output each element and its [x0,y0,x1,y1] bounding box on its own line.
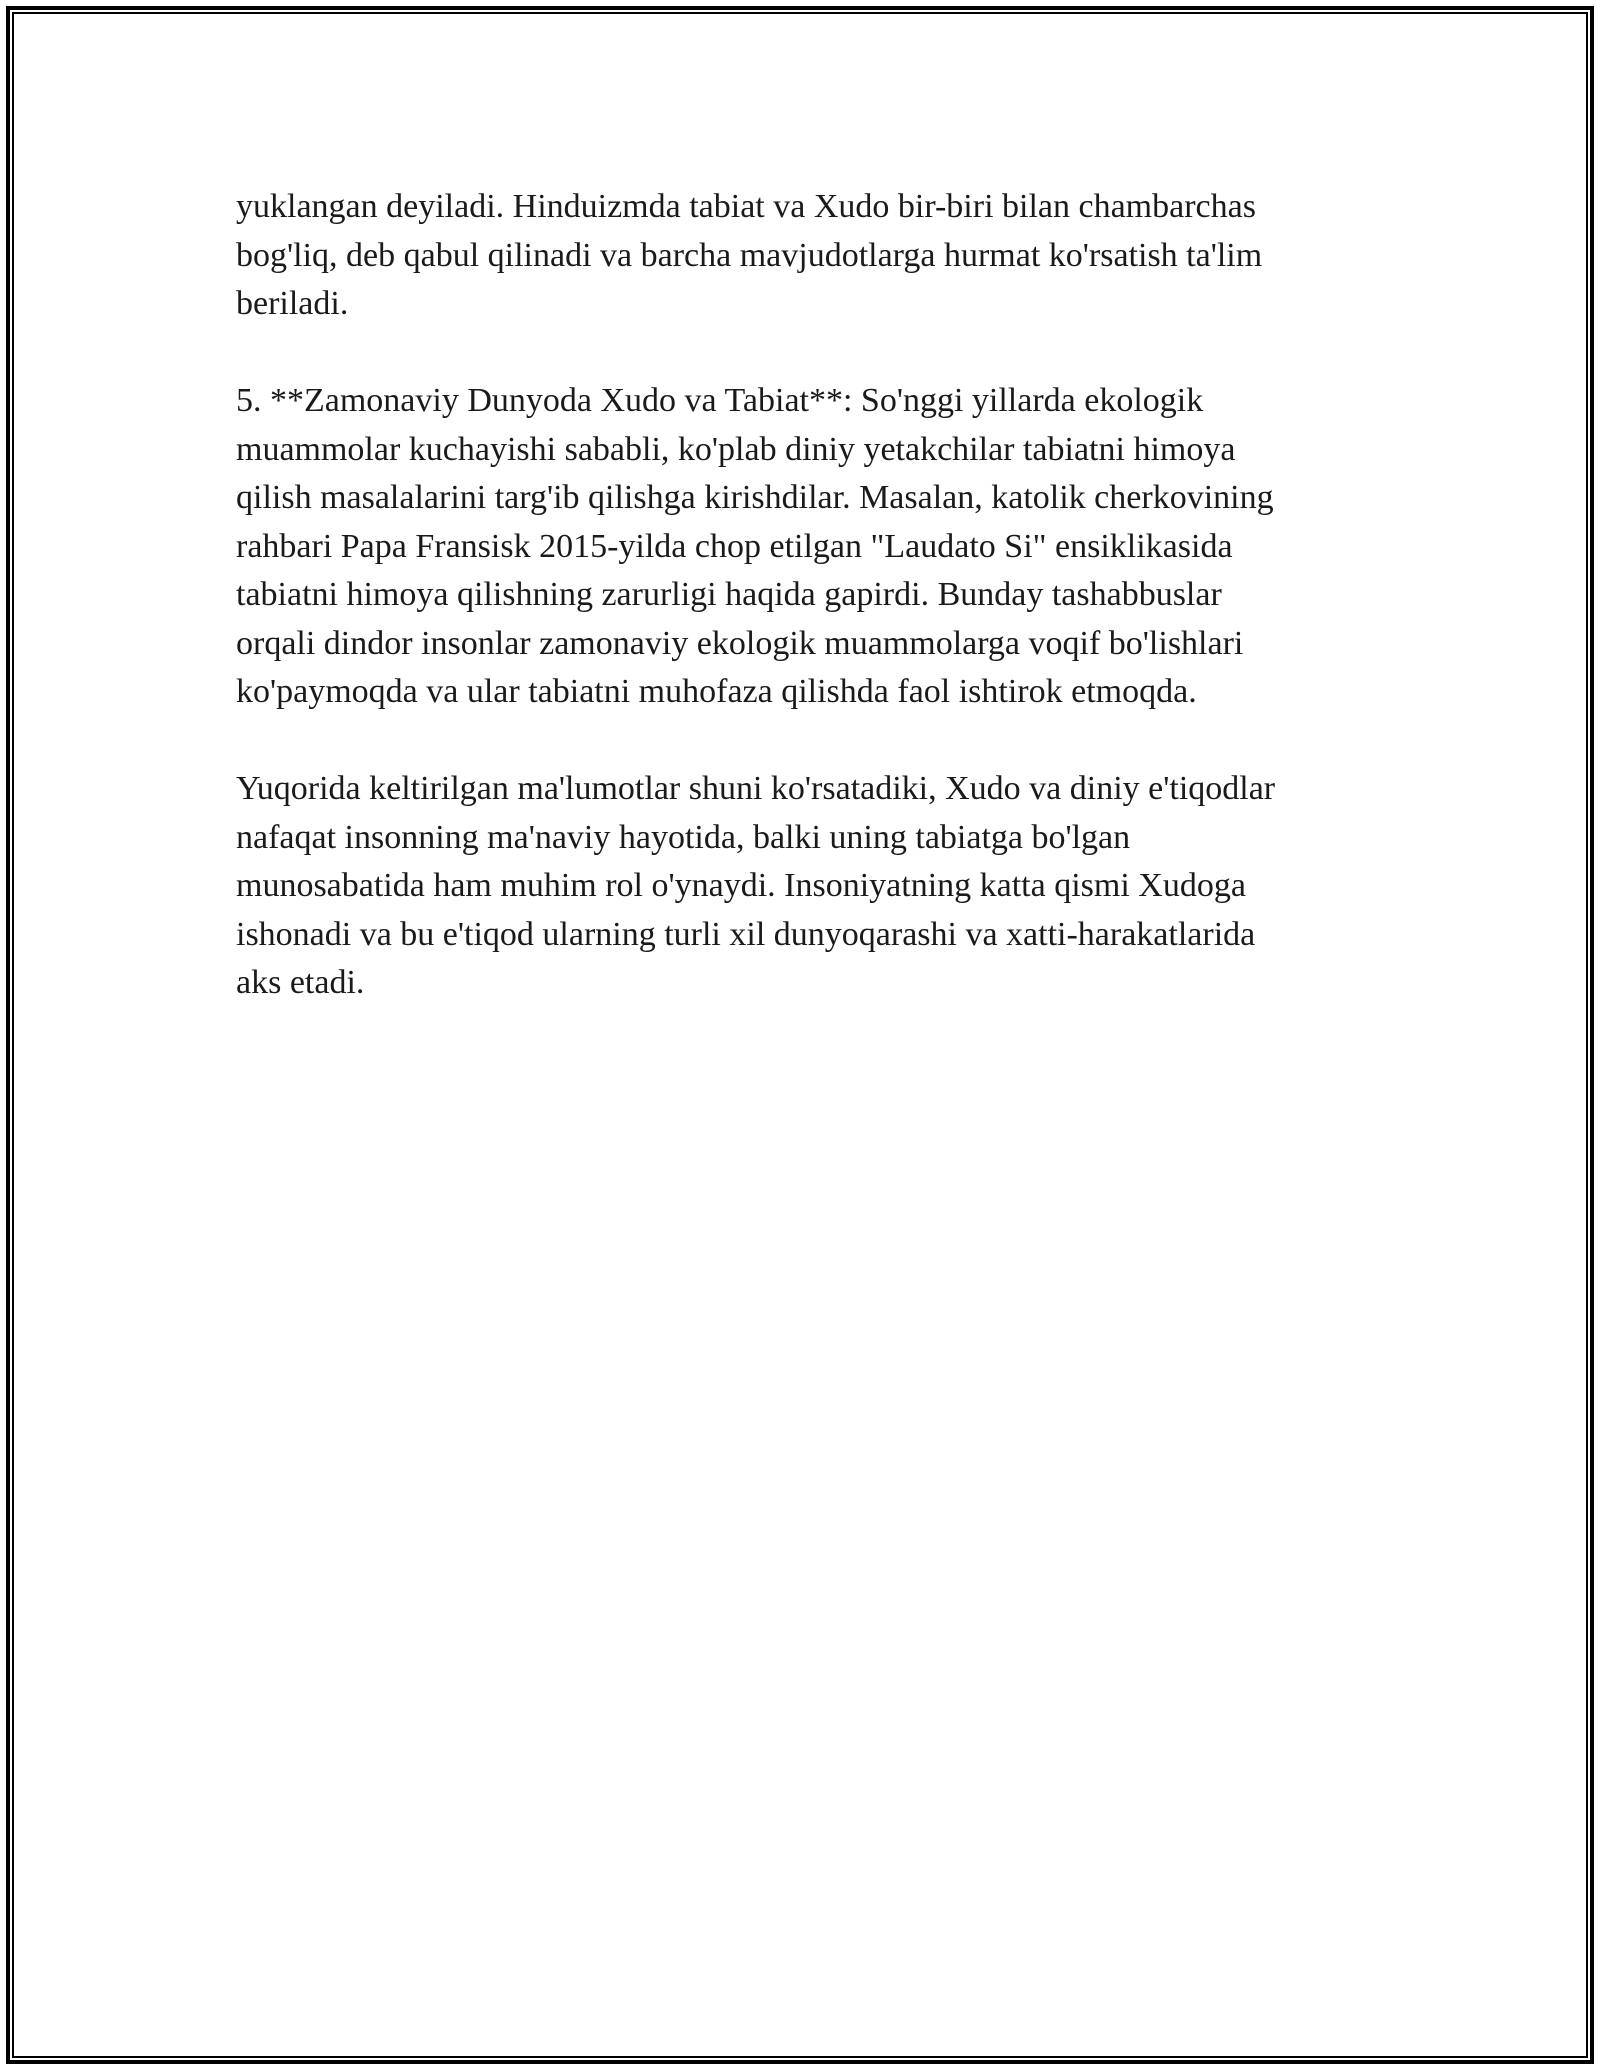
text-line: rahbari Papa Fransisk 2015-yilda chop etilgan "Laudato Si" ensiklikasida [236,527,1233,565]
text-line: muammolar kuchayishi sababli, ko'plab diniy yetakchilar tabiatni himoya [236,430,1236,468]
text-line: ko'paymoqda va ular tabiatni muhofaza qilishda faol ishtirok etmoqda. [236,673,1197,710]
text-line: bog'liq, deb qabul qilinadi va barcha mavjudotlarga hurmat ko'rsatish ta'lim [236,236,1263,274]
paragraph-modern-world [236,377,1366,717]
document-body [236,183,1366,1056]
text-line: 5. **Zamonaviy Dunyoda Xudo va Tabiat**: So'nggi yillarda ekologik [236,382,1204,419]
text-line: Yuqorida keltirilgan ma'lumotlar shuni ko'rsatadiki, Xudo va diniy e'tiqodlar [236,770,1276,807]
paragraph-hinduism-conclusion [236,183,1366,329]
text-line: orqali dindor insonlar zamonaviy ekologik muammolarga voqif bo'lishlari [236,624,1244,662]
text-line: beriladi. [236,285,349,322]
text-line: tabiatni himoya qilishning zarurligi haqida gapirdi. Bunday tashabbuslar [236,576,1222,613]
paragraph-summary [236,765,1366,1008]
text-line: ishonadi va bu e'tiqod ularning turli xil dunyoqarashi va xatti-harakatlarida [236,915,1256,953]
text-line: aks etadi. [236,964,365,1001]
text-line: qilish masalalarini targ'ib qilishga kirishdilar. Masalan, katolik cherkovining [236,479,1274,516]
text-line: yuklangan deyiladi. Hinduizmda tabiat va Xudo bir-biri bilan chambarchas [236,188,1256,225]
text-line: nafaqat insonning ma'naviy hayotida, balki uning tabiatga bo'lgan [236,818,1131,856]
text-line: munosabatida ham muhim rol o'ynaydi. Insoniyatning katta qismi Xudoga [236,867,1246,904]
